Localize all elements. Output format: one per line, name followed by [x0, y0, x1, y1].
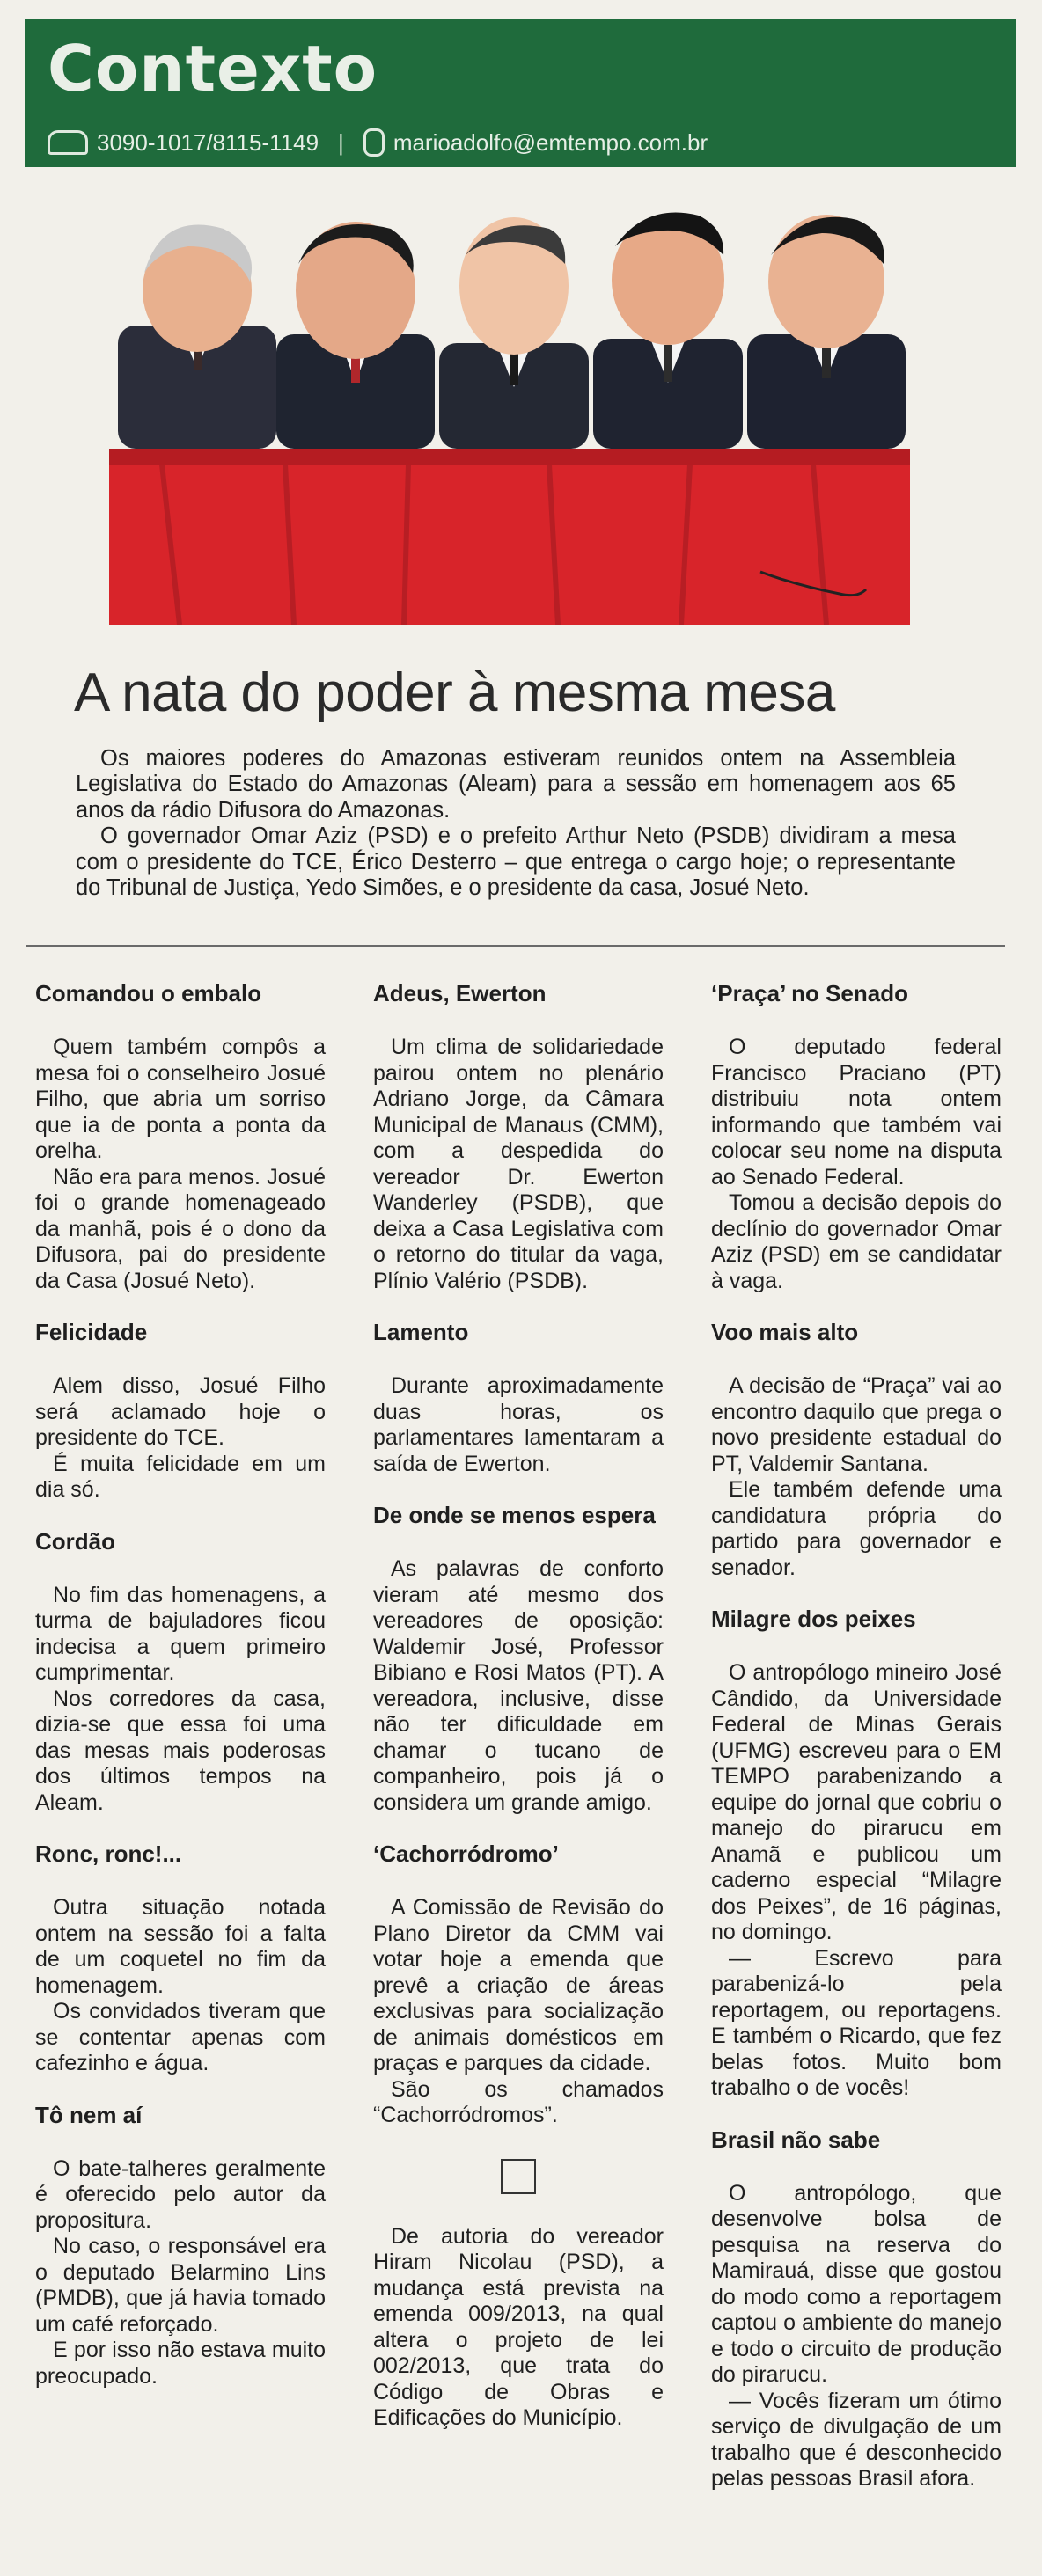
caricature-illustration — [109, 194, 910, 625]
note-paragraph: A decisão de “Praça” vai ao encontro daquilo que prega o novo presidente estadual do PT, Valdemir Santana. — [711, 1373, 1002, 1476]
note-paragraph: O deputado federal Francisco Praciano (PT) distribuiu nota ontem informando que também vai colocar seu nome na disputa ao Senado Federal. — [711, 1035, 1002, 1189]
note-paragraph: E por isso não estava muito preocupado. — [35, 2338, 326, 2389]
note-paragraph: — Escrevo para parabenizá-lo pela reportagem, ou reportagens. E também o Ricardo, que fez belas fotos. Muito bom trabalho o de vocês! — [711, 1945, 1002, 2100]
note-title: Milagre dos peixes — [711, 1606, 916, 1632]
note-block — [373, 980, 664, 1294]
note-title: Comandou o embalo — [35, 980, 262, 1006]
note-title: Voo mais alto — [711, 1319, 859, 1345]
note-block — [35, 980, 326, 1294]
column-2 — [373, 970, 664, 2456]
column-1 — [35, 970, 326, 2414]
note-title: ‘Cachorródromo’ — [373, 1841, 559, 1867]
note-title: Cordão — [35, 1527, 115, 1555]
red-table — [109, 449, 910, 625]
email-address[interactable]: marioadolfo@emtempo.com.br — [393, 128, 708, 156]
note-block — [35, 1528, 326, 1817]
note-block — [373, 1319, 664, 1477]
note-block — [711, 1319, 1002, 1581]
note-block — [35, 1319, 326, 1504]
note-title: Lamento — [373, 1319, 469, 1345]
note-paragraph: Um clima de solidariedade pairou ontem no plenário Adriano Jorge, da Câmara Municipal de Manaus (CMM), com a despedida do vereador Dr. Ewerton Wanderley (PSDB), que deixa a Casa Legislativa com o retorno do titular da vaga, Plínio Valério (PSDB). — [373, 1035, 664, 1293]
lede-paragraph: O governador Omar Aziz (PSD) e o prefeito Arthur Neto (PSDB) dividiram a mesa com o presidente do TCE, Érico Desterro – que entrega o cargo hoje; o representante do Tribunal de Justiça, Yedo Simões, e o presidente da casa, Josué Neto. — [76, 823, 956, 901]
note-paragraph: — Vocês fizeram um ótimo serviço de divulgação de um trabalho que é desconhecido pelas pessoas Brasil afora. — [711, 2388, 1002, 2491]
lede — [76, 746, 956, 901]
note-paragraph: O antropólogo mineiro José Cândido, da Universidade Federal de Minas Gerais (UFMG) escreveu para o EM TEMPO parabenizando a equipe do jornal que cobriu o manejo do pirarucu em Anamã e publicou um caderno especial “Milagre dos Peixes”, de 16 páginas, no domingo. — [711, 1660, 1002, 1944]
note-title: Brasil não sabe — [711, 2126, 881, 2153]
caricature-figures — [118, 213, 906, 449]
note-title: Adeus, Ewerton — [373, 980, 547, 1006]
note-paragraph: No caso, o responsável era o deputado Belarmino Lins (PMDB), que já havia tomado um café reforçado. — [35, 2234, 326, 2337]
lede-paragraph: Os maiores poderes do Amazonas estiveram reunidos ontem na Assembleia Legislativa do Estado do Amazonas (Aleam) para a sessão em homenagem aos 65 anos da rádio Difusora do Amazonas. — [76, 746, 956, 823]
note-block — [373, 1502, 664, 1816]
note-paragraph: O bate-talheres geralmente é oferecido pelo autor da propositura. — [35, 2155, 326, 2233]
note-paragraph: Durante aproximadamente duas horas, os parlamentares lamentaram a saída de Ewerton. — [373, 1373, 664, 1476]
note-paragraph: Ele também defende uma candidatura própria do partido para governador e senador. — [711, 1477, 1002, 1580]
mouse-icon — [363, 128, 385, 157]
note-paragraph: Tomou a decisão depois do declínio do governador Omar Aziz (PSD) em se candidatar à vaga. — [711, 1190, 1002, 1293]
note-block — [373, 1841, 664, 2129]
column-title: Contexto — [48, 32, 378, 106]
note-block — [35, 2102, 326, 2390]
phone-icon — [48, 130, 88, 155]
separator: | — [338, 128, 344, 156]
note-title: Felicidade — [35, 1319, 148, 1345]
note-block — [373, 2224, 664, 2432]
note-paragraph: Não era para menos. Josué foi o grande homenageado da manhã, pois é o dono da Difusora, pai do presidente da Casa (Josué Neto). — [35, 1164, 326, 1293]
contact-line — [48, 128, 708, 157]
note-paragraph: Outra situação notada ontem na sessão foi a falta de um coquetel no fim da homenagem. — [35, 1895, 326, 1998]
note-block — [711, 980, 1002, 1294]
note-title: Tô nem aí — [35, 2101, 143, 2128]
end-of-note-box — [501, 2159, 536, 2194]
note-paragraph: Quem também compôs a mesa foi o conselheiro Josué Filho, que abria um sorriso que ia de ponta a ponta da orelha. — [35, 1035, 326, 1163]
column-3 — [711, 970, 1002, 2517]
note-paragraph: No fim das homenagens, a turma de bajuladores ficou indecisa a quem primeiro cumprimentar. — [35, 1582, 326, 1685]
note-block — [35, 1841, 326, 2077]
column-header — [25, 19, 1016, 167]
note-title: ‘Praça’ no Senado — [711, 980, 908, 1006]
note-title: Ronc, ronc!... — [35, 1841, 182, 1867]
note-title: De onde se menos espera — [373, 1502, 656, 1528]
note-paragraph: São os chamados “Cachorródromos”. — [373, 2076, 664, 2127]
note-block — [711, 1606, 1002, 2102]
note-paragraph: Alem disso, Josué Filho será aclamado hoje o presidente do TCE. — [35, 1373, 326, 1450]
note-paragraph: Os convidados tiveram que se contentar apenas com cafezinho e água. — [35, 1999, 326, 2075]
headline: A nata do poder à mesma mesa — [74, 662, 835, 723]
note-paragraph: A Comissão de Revisão do Plano Diretor da CMM vai votar hoje a emenda que prevê a criação de áreas exclusivas para socialização de animais domésticos em praças e parques da cidade. — [373, 1895, 664, 2075]
note-paragraph: O antropólogo, que desenvolve bolsa de pesquisa na reserva do Mamirauá, disse que gostou do modo como a reportagem captou o ambiente do manejo e todo o circuito de produção do pirarucu. — [711, 2180, 1002, 2387]
note-paragraph: De autoria do vereador Hiram Nicolau (PSD), a mudança está prevista na emenda 009/2013, na qual altera o projeto de lei 002/2013, que trata do Código de Obras e Edificações do Município. — [373, 2223, 664, 2430]
note-paragraph: Nos corredores da casa, dizia-se que essa foi uma das mesas mais poderosas dos últimos tempos na Aleam. — [35, 1686, 326, 1815]
note-block — [711, 2126, 1002, 2492]
note-paragraph: As palavras de conforto vieram até mesmo dos vereadores de oposição: Waldemir José, Professor Bibiano e Rosi Matos (PT). A vereadora, inclusive, disse não ter dificuldade em chamar o tucano de companheiro, pois já o considera um grande amigo. — [373, 1556, 664, 1815]
phone-number: 3090-1017/8115-1149 — [97, 128, 319, 156]
note-paragraph: É muita felicidade em um dia só. — [35, 1451, 326, 1502]
divider — [26, 945, 1005, 947]
